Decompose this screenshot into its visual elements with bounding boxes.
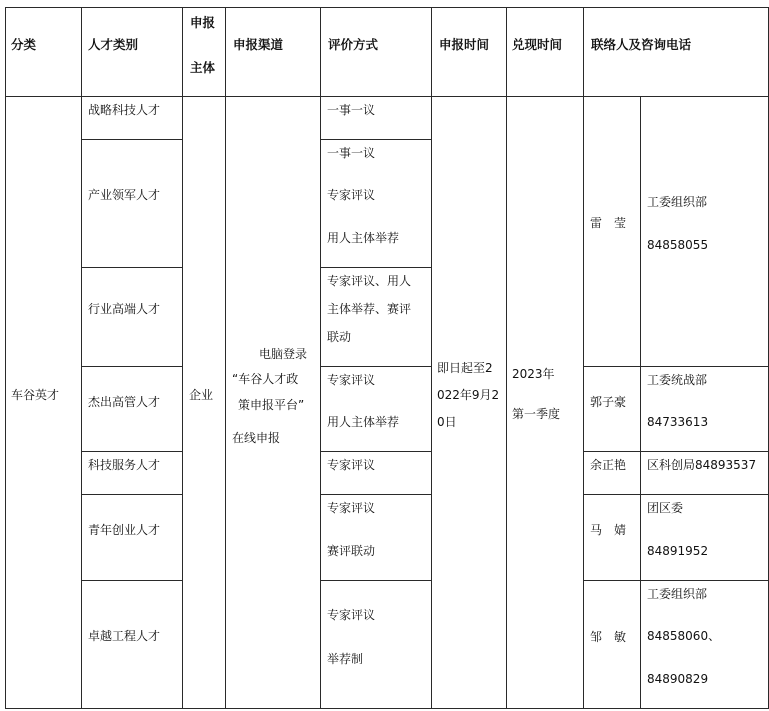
column-divider xyxy=(431,7,432,709)
apply-time-line: 即日起至2 xyxy=(437,361,493,375)
contact-line: 团区委 xyxy=(647,501,684,515)
table-border-bottom xyxy=(5,708,769,709)
contact-line: 84891952 xyxy=(647,544,709,558)
row-divider xyxy=(583,366,768,367)
contact-line: 工委组织部 xyxy=(647,195,708,209)
header-talent-type: 人才类别 xyxy=(88,37,139,52)
contact-line: 84890829 xyxy=(647,672,709,686)
evaluation-line: 用人主体举荐 xyxy=(327,231,400,245)
header-apply-time: 申报时间 xyxy=(439,37,490,52)
channel-line: “车谷人才政 xyxy=(232,372,299,386)
evaluation-line: 联动 xyxy=(327,330,352,344)
row-divider xyxy=(583,494,768,495)
header-divider xyxy=(5,96,769,97)
row-divider xyxy=(320,580,431,581)
apply-time-line: 0日 xyxy=(437,415,457,429)
evaluation-line: 专家评议 xyxy=(327,608,376,622)
contact-line: 84733613 xyxy=(647,415,709,429)
evaluation-line: 举荐制 xyxy=(327,652,364,666)
row-divider xyxy=(320,366,431,367)
contact-line: 84858060、 xyxy=(647,629,721,643)
apply-time-line: 022年9月2 xyxy=(437,388,500,402)
contact-inner-divider xyxy=(640,96,641,709)
contact-line: 工委统战部 xyxy=(647,373,708,387)
contact-line: 84858055 xyxy=(647,238,709,252)
column-divider xyxy=(81,7,82,709)
talent-type-cell: 科技服务人才 xyxy=(88,458,161,472)
row-divider xyxy=(81,366,182,367)
contact-line: 工委组织部 xyxy=(647,587,708,601)
evaluation-line: 专家评议 xyxy=(327,373,376,387)
contact-name: 雷 莹 xyxy=(590,216,627,230)
evaluation-line: 专家评议 xyxy=(327,458,376,472)
contact-name: 郭子豪 xyxy=(590,395,627,409)
contact-name: 余正艳 xyxy=(590,458,627,472)
talent-type-cell: 青年创业人才 xyxy=(88,523,161,537)
header-category: 分类 xyxy=(11,37,37,52)
row-divider xyxy=(81,494,182,495)
talent-type-cell: 战略科技人才 xyxy=(88,103,161,117)
row-divider xyxy=(583,451,768,452)
row-divider xyxy=(320,494,431,495)
row-divider xyxy=(81,451,182,452)
row-divider xyxy=(320,139,431,140)
evaluation-line: 赛评联动 xyxy=(327,544,376,558)
talent-type-cell: 行业高端人才 xyxy=(88,302,161,316)
header-redeem-time: 兑现时间 xyxy=(512,37,563,52)
column-divider xyxy=(225,7,226,709)
redeem-time-line: 第一季度 xyxy=(512,407,561,421)
talent-type-cell: 产业领军人才 xyxy=(88,188,161,202)
header-subject-line2: 主体 xyxy=(190,60,216,75)
channel-line: 策申报平台” xyxy=(238,398,305,412)
row-divider xyxy=(583,580,768,581)
column-divider xyxy=(506,7,507,709)
evaluation-line: 专家评议、用人 xyxy=(327,274,412,288)
column-divider xyxy=(182,7,183,709)
header-evaluation: 评价方式 xyxy=(328,37,379,52)
header-contact: 联络人及咨询电话 xyxy=(591,37,692,52)
row-divider xyxy=(320,451,431,452)
evaluation-line: 一事一议 xyxy=(327,146,376,160)
column-divider xyxy=(320,7,321,709)
contact-line: 区科创局84893537 xyxy=(647,458,757,472)
evaluation-line: 专家评议 xyxy=(327,501,376,515)
redeem-time-line: 2023年 xyxy=(512,367,555,381)
talent-type-cell: 杰出高管人才 xyxy=(88,395,161,409)
talent-type-cell: 卓越工程人才 xyxy=(88,629,161,643)
contact-name: 邹 敏 xyxy=(590,630,627,644)
column-divider xyxy=(583,7,584,709)
row-divider xyxy=(320,267,431,268)
header-subject-line1: 申报 xyxy=(190,15,216,30)
subject-cell: 企业 xyxy=(189,388,214,402)
row-divider xyxy=(81,580,182,581)
row-divider xyxy=(81,139,182,140)
channel-line: 在线申报 xyxy=(232,431,281,445)
evaluation-line: 一事一议 xyxy=(327,103,376,117)
contact-name: 马 婧 xyxy=(590,523,627,537)
evaluation-line: 用人主体举荐 xyxy=(327,415,400,429)
evaluation-line: 主体举荐、赛评 xyxy=(327,302,412,316)
channel-line: 电脑登录 xyxy=(259,347,308,361)
table-border-top xyxy=(5,7,769,8)
category-cell: 车谷英才 xyxy=(11,388,60,402)
column-divider xyxy=(5,7,6,709)
row-divider xyxy=(81,267,182,268)
evaluation-line: 专家评议 xyxy=(327,188,376,202)
header-channel: 申报渠道 xyxy=(233,37,284,52)
